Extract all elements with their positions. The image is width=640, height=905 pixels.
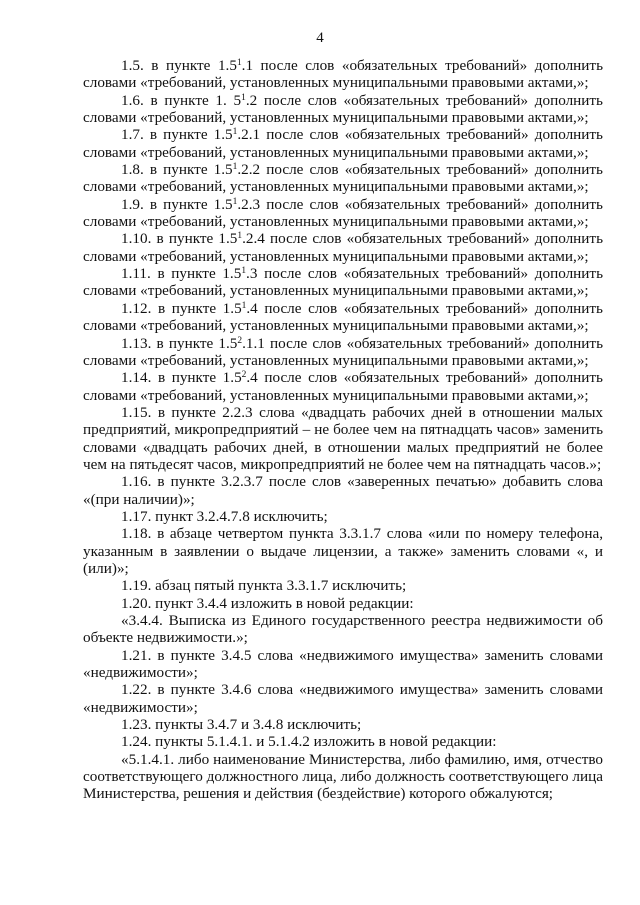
paragraph: «5.1.4.1. либо наименование Министерства, либо фамилию, имя, отчество соответствующего должностного лица, либо должность соответствующего лица Министерства, решения и действия (бездействие) которого обжалуются; [83,750,603,803]
paragraph: «3.4.4. Выписка из Единого государственного реестра недвижимости об объекте недвижимости.»; [83,612,603,647]
paragraph: 1.24. пункты 5.1.4.1. и 5.1.4.2 изложить в новой редакции: [121,733,497,751]
paragraph: 1.16. в пункте 3.2.3.7 после слов «заверенных печатью» добавить слова «(при наличии)»; [83,473,603,508]
paragraph: 1.18. в абзаце четвертом пункта 3.3.1.7 слова «или по номеру телефона, указанным в заявлении о выдаче лицензии, а также» заменить словами «, и (или)»; [83,525,603,577]
paragraph: 1.15. в пункте 2.2.3 слова «двадцать рабочих дней в отношении малых предприятий, микропредприятий – не более чем на пятнадцать часов» заменить словами «двадцать рабочих дней, в отношении малых предприятий не более чем на пятьдесят часов, микропредприятий не более чем на пятнадцать часов.»; [83,403,603,473]
paragraph: 1.8. в пункте $1.5^1.2.2$ после слов «обязательных требований» дополнить словами «требований, установленных муниципальными правовыми актами,»; [83,161,603,196]
paragraph: 1.9. в пункте $1.5^1.2.3$ после слов «обязательных требований» дополнить словами «требований, установленных муниципальными правовыми актами,»; [83,195,603,231]
paragraph: 1.22. в пункте 3.4.6 слова «недвижимого имущества» заменить словами «недвижимости»; [83,681,603,716]
paragraph: 1.6. в пункте 1. $5^1.2$ после слов «обязательных требований» дополнить словами «требований, установленных муниципальными правовыми актами,»; [83,91,603,127]
paragraph: 1.11. в пункте $1.5^1.3$ после слов «обязательных требований» дополнить словами «требований, установленных муниципальными правовыми актами,»; [83,265,603,300]
paragraph: 1.12. в пункте $1.5^1.4$ после слов «обязательных требований» дополнить словами «требований, установленных муниципальными правовыми актами,»; [83,299,603,335]
paragraph: 1.17. пункт 3.2.4.7.8 исключить; [121,507,328,525]
paragraph: 1.10. в пункте $1.5^1.2.4$ после слов «обязательных требований» дополнить словами «требований, установленных муниципальными правовыми актами,»; [83,230,603,265]
paragraph: 1.7. в пункте $1.5^1.2.1$ после слов «обязательных требований» дополнить словами «требований, установленных муниципальными правовыми актами,»; [83,126,603,161]
paragraph: 1.13. в пункте $1.5^2.1.1$ после слов «обязательных требований» дополнить словами «требований, установленных муниципальными правовыми актами,»; [83,334,603,369]
paragraph: 1.23. пункты 3.4.7 и 3.4.8 исключить; [121,716,362,734]
document-body [83,57,603,803]
page-number: 4 [316,30,324,46]
paragraph: 1.21. в пункте 3.4.5 слова «недвижимого имущества» заменить словами «недвижимости»; [83,646,603,682]
paragraph: 1.14. в пункте $1.5^2.4$ после слов «обязательных требований» дополнить словами «требований, установленных муниципальными правовыми актами,»; [83,369,603,404]
paragraph: 1.5. в пункте $1.5^1.1$ после слов «обязательных требований» дополнить словами «требований, установленных муниципальными правовыми актами,»; [83,57,603,92]
paragraph: 1.19. абзац пятый пункта 3.3.1.7 исключить; [121,577,407,595]
paragraph: 1.20. пункт 3.4.4 изложить в новой редакции: [121,594,414,612]
